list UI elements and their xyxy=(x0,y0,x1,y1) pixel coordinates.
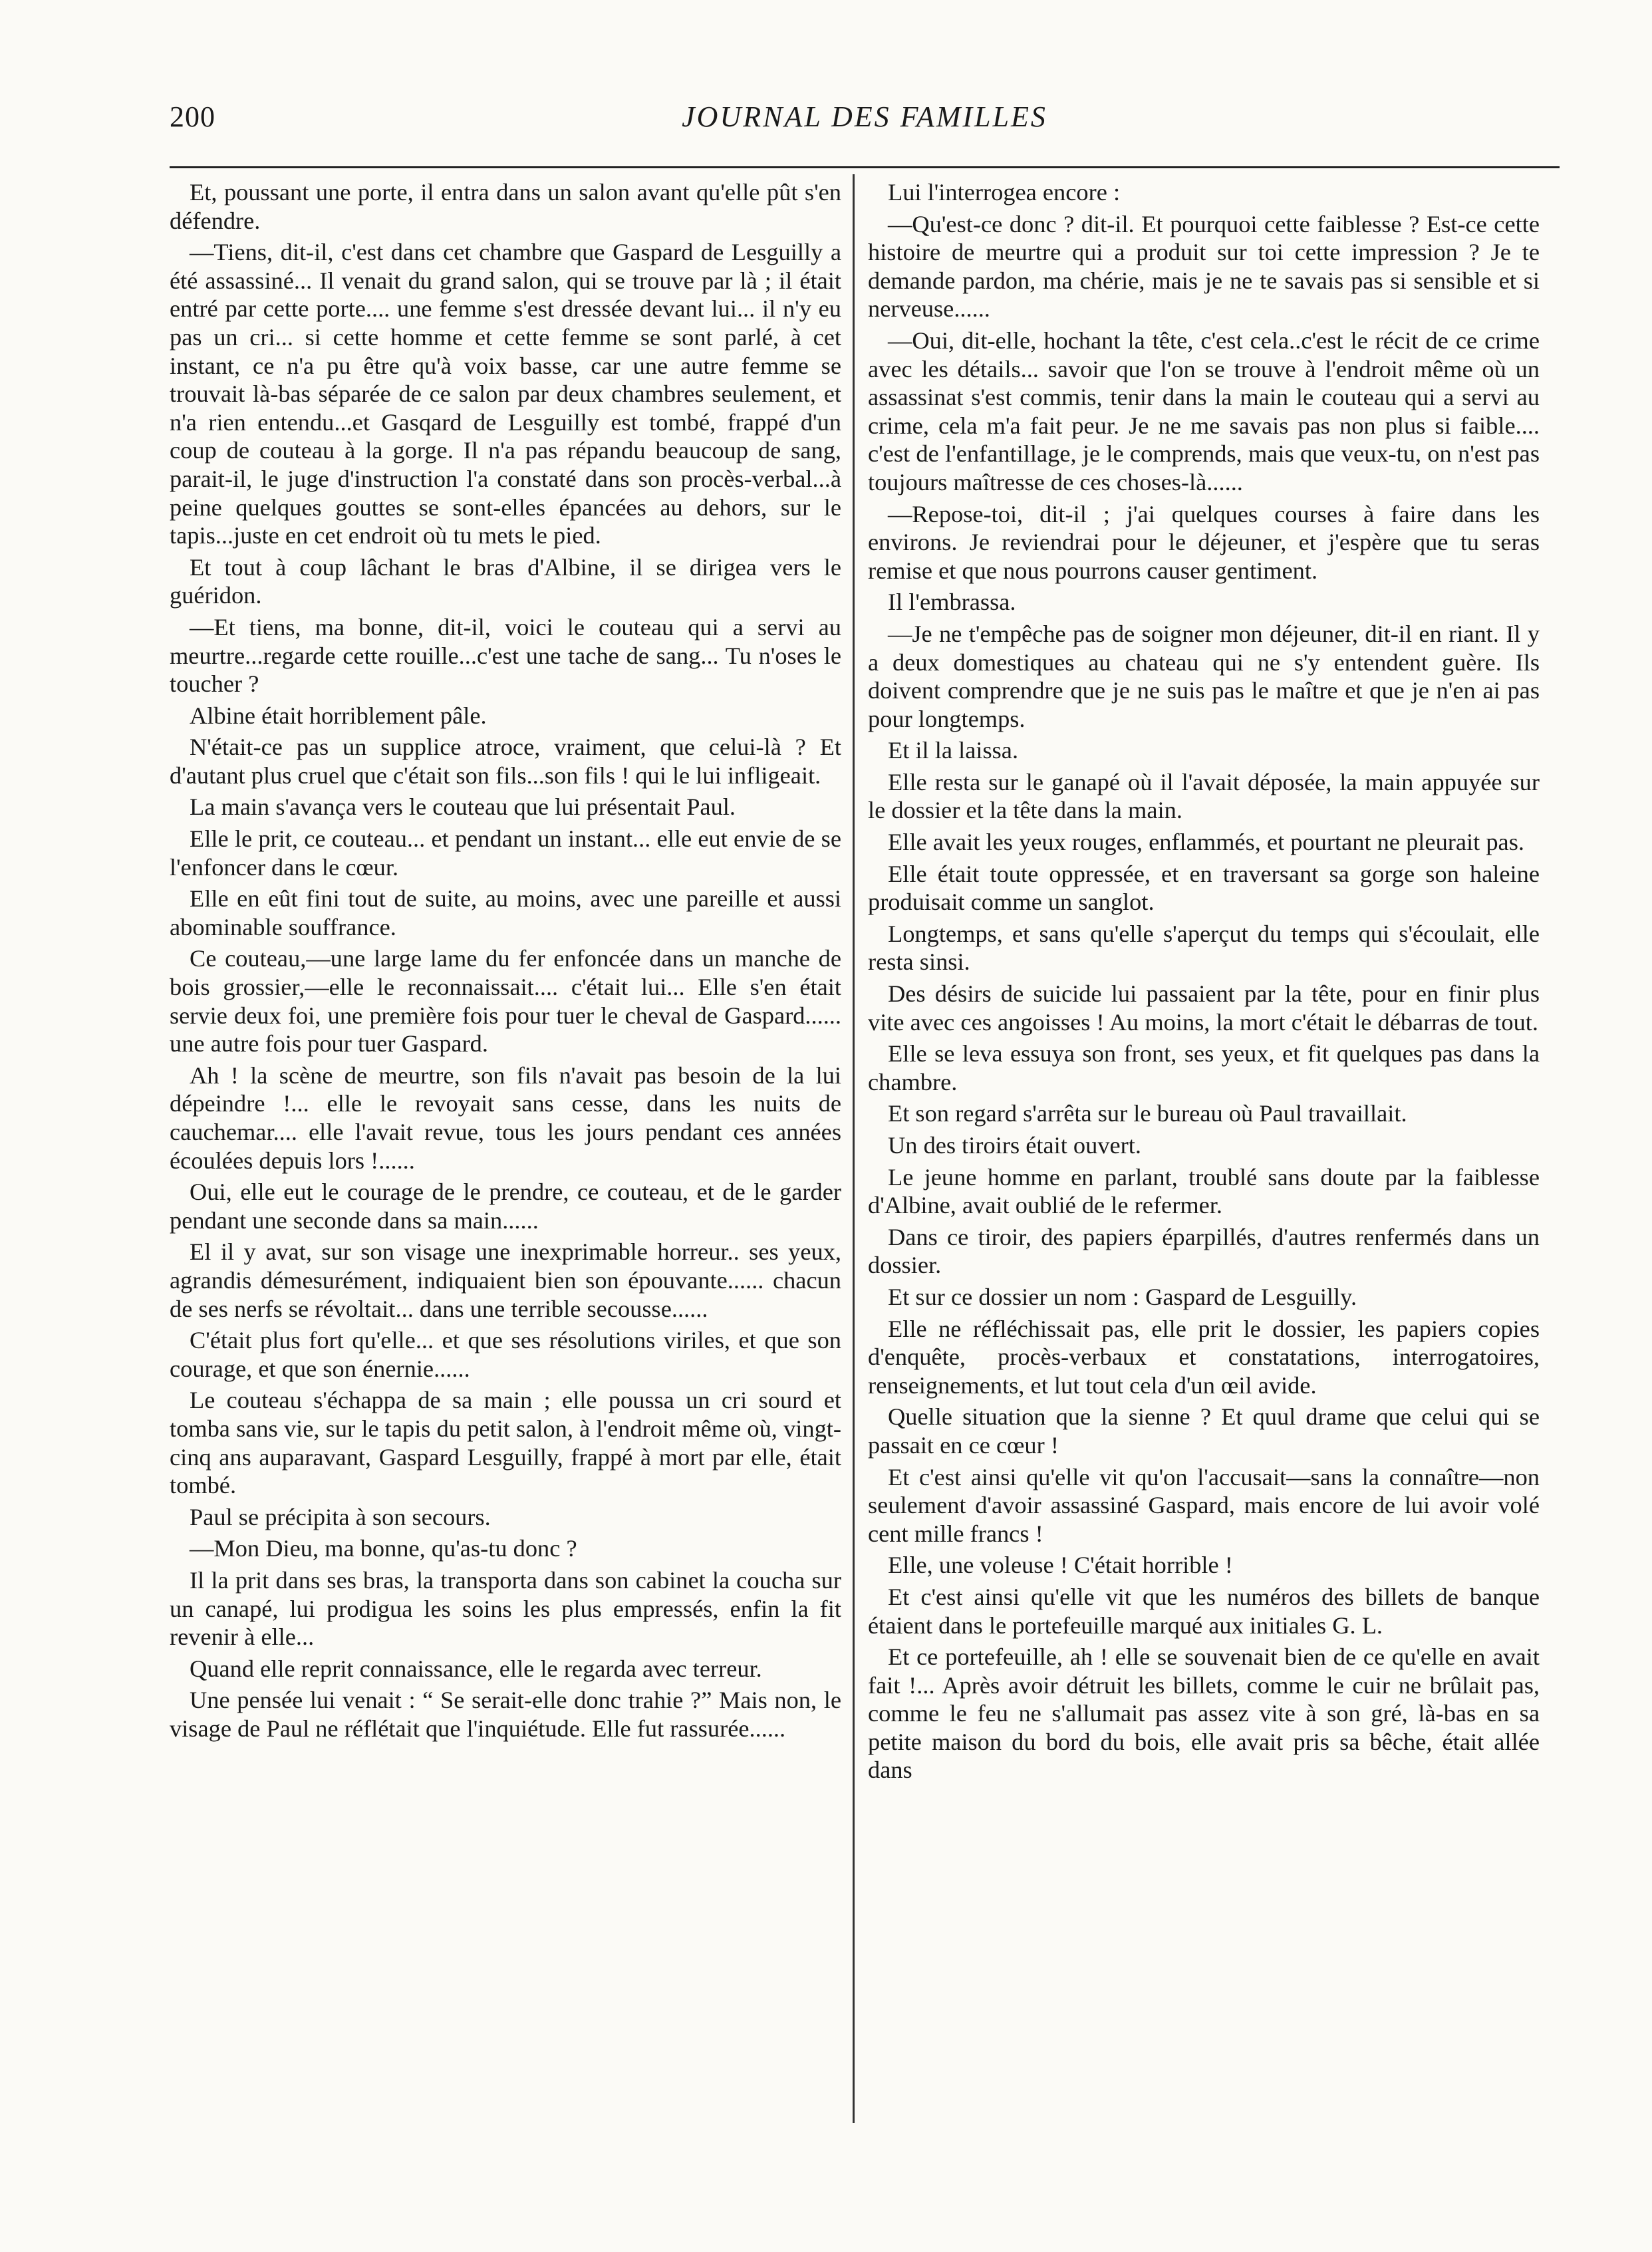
paragraph: La main s'avança vers le couteau que lui présentait Paul. xyxy=(190,793,736,821)
paragraph: Elle était toute oppressée, et en traversant sa gorge son haleine produisait comme un sanglot. xyxy=(868,860,1540,916)
paragraph: Dans ce tiroir, des papiers éparpillés, d'autres renfermés dans un dossier. xyxy=(868,1223,1540,1279)
paragraph: Quelle situation que la sienne ? Et quul drame que celui qui se passait en ce cœur ! xyxy=(868,1403,1540,1459)
page-header xyxy=(170,100,1560,153)
paragraph: Le jeune homme en parlant, troublé sans doute par la faiblesse d'Albine, avait oublié de le refermer. xyxy=(868,1163,1540,1219)
paragraph: Paul se précipita à son secours. xyxy=(190,1503,491,1530)
paragraph: —Je ne t'empêche pas de soigner mon déjeuner, dit-il en riant. Il y a deux domestiques au chateau qui ne s'y entendent guère. Ils doivent comprendre que je ne suis pas le maître et que je n'en ai pas pour longtemps. xyxy=(868,620,1540,732)
paragraph: Elle ne réfléchissait pas, elle prit le dossier, les papiers copies d'enquête, procès-verbaux et constatations, interrogatoires, renseignements, et lut tout cela d'un œil avide. xyxy=(868,1315,1540,1399)
paragraph: Il l'embrassa. xyxy=(888,589,1016,616)
paragraph: Lui l'interrogea encore : xyxy=(888,179,1121,206)
running-title: JOURNAL DES FAMILLES xyxy=(682,100,1047,133)
paragraph: Des désirs de suicide lui passaient par la tête, pour en finir plus vite avec ces angoisses ! Au moins, la mort c'était le débarras de tout. xyxy=(868,980,1540,1036)
right-column xyxy=(868,178,1540,1788)
column-divider xyxy=(853,174,855,2123)
paragraph: Elle le prit, ce couteau... et pendant un instant... elle eut envie de se l'enfoncer dans le cœur. xyxy=(170,825,841,881)
paragraph: Longtemps, et sans qu'elle s'aperçut du temps qui s'écoulait, elle resta sinsi. xyxy=(868,920,1540,976)
paragraph: Et c'est ainsi qu'elle vit que les numéros des billets de banque étaient dans le portefeuille marqué aux initiales G. L. xyxy=(868,1583,1540,1639)
paragraph: Une pensée lui venait : “ Se serait-elle donc trahie ?” Mais non, le visage de Paul ne réflétait que l'inquiétude. Elle fut rassurée...... xyxy=(170,1687,841,1742)
paragraph: Et son regard s'arrêta sur le bureau où Paul travaillait. xyxy=(888,1100,1407,1127)
paragraph: El il y avat, sur son visage une inexprimable horreur.. ses yeux, agrandis démesurément, indiquaient bien son épouvante...... chacun de ses nerfs se révoltait... dans une terrible secousse...... xyxy=(170,1238,841,1322)
paragraph: Quand elle reprit connaissance, elle le regarda avec terreur. xyxy=(190,1655,762,1682)
paragraph: Et sur ce dossier un nom : Gaspard de Lesguilly. xyxy=(888,1283,1357,1310)
paragraph: Elle, une voleuse ! C'était horrible ! xyxy=(888,1552,1233,1579)
header-rule xyxy=(170,166,1560,168)
paragraph: Le couteau s'échappa de sa main ; elle poussa un cri sourd et tomba sans vie, sur le tapis du petit salon, à l'endroit même où, vingt-cinq ans auparavant, Gaspard Lesguilly, frappé à mort par elle, était tombé. xyxy=(170,1387,841,1499)
paragraph: —Et tiens, ma bonne, dit-il, voici le couteau qui a servi au meurtre...regarde cette rouille...c'est une tache de sang... Tu n'oses le toucher ? xyxy=(170,613,841,698)
paragraph: Ce couteau,—une large lame du fer enfoncée dans un manche de bois grossier,—elle le reconnaissait.... c'était lui... Elle s'en était servie deux foi, une première fois pour tuer le cheval de Gaspard...... une autre fois pour tuer Gaspard. xyxy=(170,945,841,1057)
paragraph: —Oui, dit-elle, hochant la tête, c'est cela..c'est le récit de ce crime avec les détails... savoir que l'on se trouve à l'endroit même où un assassinat s'est commis, tenir dans la main le couteau qui a servi au crime, cela m'a fait peur. Je ne me savais pas non plus si faible.... c'est de l'enfantillage, je le comprends, mais que veux-tu, on n'est pas toujours maîtresse de ces choses-là...... xyxy=(868,327,1540,495)
left-column xyxy=(170,178,841,1746)
paragraph: Un des tiroirs était ouvert. xyxy=(888,1132,1141,1159)
paragraph: Elle avait les yeux rouges, enflammés, et pourtant ne pleurait pas. xyxy=(888,829,1524,856)
paragraph: Et ce portefeuille, ah ! elle se souvenait bien de ce qu'elle en avait fait !... Après avoir détruit les billets, comme le cuir ne brûlait pas, comme le feu ne s'allumait pas assez vite à son gré, là-bas en sa petite maison du bord du bois, elle avait pris sa bêche, était allée dans xyxy=(868,1643,1540,1784)
paragraph: Elle resta sur le ganapé où il l'avait déposée, la main appuyée sur le dossier et la tête dans la main. xyxy=(868,768,1540,824)
paragraph: Oui, elle eut le courage de le prendre, ce couteau, et de le garder pendant une seconde dans sa main...... xyxy=(170,1179,841,1234)
paragraph: Et tout à coup lâchant le bras d'Albine, il se dirigea vers le guéridon. xyxy=(170,553,841,609)
paragraph: Et c'est ainsi qu'elle vit qu'on l'accusait—sans la connaître—non seulement d'avoir assassiné Gaspard, mais encore de lui avoir volé cent mille francs ! xyxy=(868,1463,1540,1547)
paragraph: Il la prit dans ses bras, la transporta dans son cabinet la coucha sur un canapé, lui prodigua les soins les plus empressés, enfin la fit revenir à elle... xyxy=(170,1566,841,1651)
paragraph: N'était-ce pas un supplice atroce, vraiment, que celui-là ? Et d'autant plus cruel que c'était son fils...son fils ! qui le lui infligeait. xyxy=(170,734,841,789)
paragraph: C'était plus fort qu'elle... et que ses résolutions viriles, et que son courage, et que son énernie...... xyxy=(170,1327,841,1382)
paragraph: —Mon Dieu, ma bonne, qu'as-tu donc ? xyxy=(190,1535,577,1562)
paragraph: Ah ! la scène de meurtre, son fils n'avait pas besoin de la lui dépeindre !... elle le revoyait sans cesse, dans les nuits de cauchemar.... elle l'avait revue, tous les jours pendant ces années écoulées depuis lors !...... xyxy=(170,1061,841,1174)
page-number: 200 xyxy=(170,100,215,133)
paragraph: —Qu'est-ce donc ? dit-il. Et pourquoi cette faiblesse ? Est-ce cette histoire de meurtre qui a produit sur toi cette impression ? Je te demande pardon, ma chérie, mais je ne te savais pas si sensible et si nerveuse...... xyxy=(868,210,1540,323)
paragraph: Elle se leva essuya son front, ses yeux, et fit quelques pas dans la chambre. xyxy=(868,1040,1540,1095)
paragraph: Albine était horriblement pâle. xyxy=(190,702,487,729)
paragraph: Et il la laissa. xyxy=(888,737,1019,764)
paragraph: Elle en eût fini tout de suite, au moins, avec une pareille et aussi abominable souffrance. xyxy=(170,885,841,940)
paragraph: —Repose-toi, dit-il ; j'ai quelques courses à faire dans les environs. Je reviendrai pour le déjeuner, et j'espère que tu seras remise et que nous pourrons causer gentiment. xyxy=(868,500,1540,584)
paragraph: —Tiens, dit-il, c'est dans cet chambre que Gaspard de Lesguilly a été assassiné... Il venait du grand salon, qui se trouve par là ; il était entré par cette porte.... une femme s'est dressée devant lui... il n'y eu pas un cri... si cette homme et cette femme se sont parlé, à cet instant, ce n'a pu être qu'à voix basse, car une autre femme se trouvait là-bas séparée de ce salon par deux chambres seulement, et n'a rien entendu...et Gasqard de Lesguilly est tombé, frappé d'un coup de couteau à la gorge. Il n'a pas répandu beaucoup de sang, parait-il, le juge d'instruction l'a constaté dans son procès-verbal...à peine quelques gouttes se sont-elles épancées au dehors, sur le tapis...juste en cet endroit où tu mets le pied. xyxy=(170,239,841,549)
paragraph: Et, poussant une porte, il entra dans un salon avant qu'elle pût s'en défendre. xyxy=(170,179,841,234)
